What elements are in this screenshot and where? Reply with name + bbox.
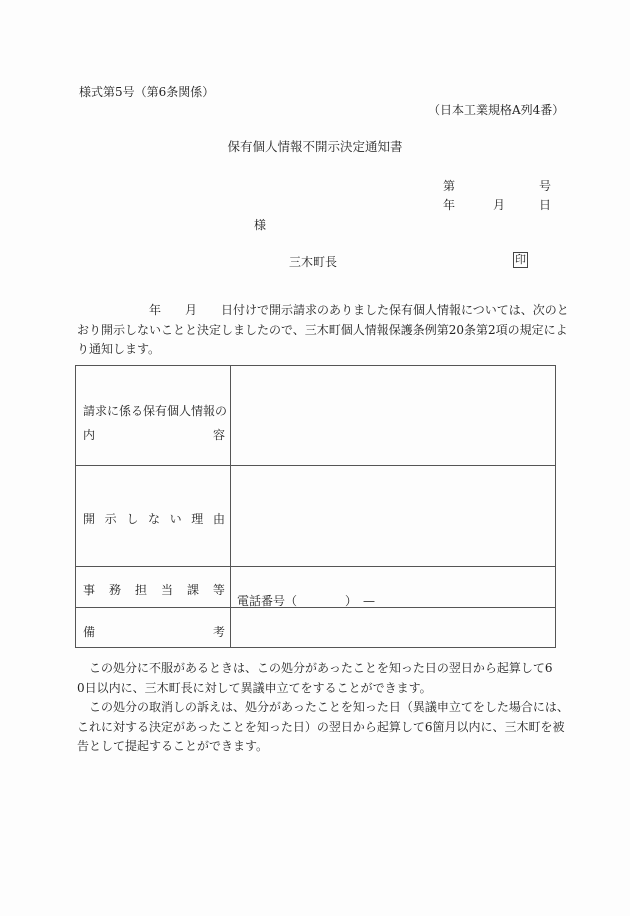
table-row-reason: [76, 466, 555, 567]
row-label: [76, 366, 231, 465]
seal-icon: 印: [515, 253, 526, 266]
department-field[interactable]: [231, 567, 555, 607]
document-title: 保有個人情報不開示決定通知書: [227, 139, 403, 154]
issuer-name: 三木町長: [289, 255, 338, 269]
phone-number-label: 電話番号（ ） —: [237, 594, 376, 608]
table-row-remarks: [76, 608, 555, 648]
paper-size-note: （日本工業規格A列4番）: [428, 103, 565, 117]
date-month-label: 月: [493, 198, 506, 212]
decision-table: [75, 365, 556, 648]
row-label: 開 示 し な い 理 由: [76, 466, 231, 566]
table-row-department: [76, 567, 555, 608]
remarks-field[interactable]: [231, 608, 555, 648]
table-row-requested-info: [76, 366, 555, 466]
form-number: 様式第5号（第6条関係）: [79, 85, 215, 99]
row-label: 事 務 担 当 課 等: [76, 567, 231, 607]
intro-paragraph: 年 月 日付けで開示請求のありました保有個人情報については、次のと おり開示しないことと決定しましたので、三木町個人情報保護条例第20条第2項の規定によ り通知します。: [77, 303, 569, 356]
requested-info-field[interactable]: [231, 366, 555, 465]
date-day-label: 日: [539, 198, 552, 212]
notes-paragraph: この処分に不服があるときは、この処分があったことを知った日の翌日から起算して6 0日以内に、三木町長に対して異議申立てをすることができます。 この処分の取消しの訴えは、処分があったことを知った日（異議申立てをした場合には、 これに対する決定があったことを知った日）の翌日から起算して6箇月以内に、三木町を被 告として提起することができます。: [77, 661, 569, 753]
date-year-label: 年: [443, 198, 456, 212]
reference-number-suffix: 号: [539, 179, 552, 193]
reference-number-prefix: 第: [443, 179, 456, 193]
addressee-honorific: 様: [254, 218, 267, 232]
label-line: 請求に係る保有個人情報の: [83, 404, 228, 418]
reason-field[interactable]: [231, 466, 555, 566]
row-label: 備 考: [76, 608, 231, 648]
label-line: 内 容: [83, 428, 225, 442]
